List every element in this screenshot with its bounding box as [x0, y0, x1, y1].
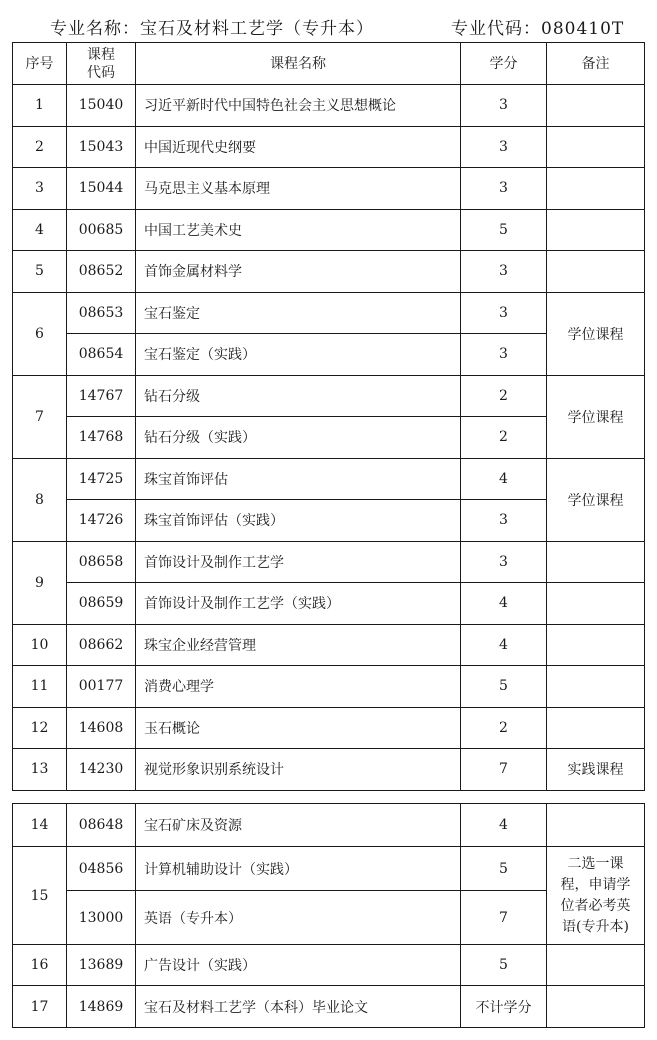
course-name: 中国近现代史纲要 [136, 126, 461, 168]
row-index: 6 [13, 292, 67, 375]
course-credits: 2 [461, 375, 547, 417]
course-credits: 5 [461, 945, 547, 986]
header-code-line2: 代码 [87, 64, 115, 81]
course-credits: 2 [461, 417, 547, 459]
table-row [13, 986, 645, 1028]
course-note [547, 945, 645, 986]
course-code: 14230 [67, 749, 136, 791]
course-name: 习近平新时代中国特色社会主义思想概论 [136, 85, 461, 127]
course-note [547, 986, 645, 1028]
course-credits: 3 [461, 85, 547, 127]
course-note [547, 209, 645, 251]
row-index: 7 [13, 375, 67, 458]
course-code: 08654 [67, 334, 136, 376]
course-credits: 4 [461, 583, 547, 625]
course-credits: 3 [461, 126, 547, 168]
table-header-row [13, 43, 645, 85]
course-name: 首饰设计及制作工艺学（实践） [136, 583, 461, 625]
row-index: 4 [13, 209, 67, 251]
course-code: 15040 [67, 85, 136, 127]
course-code: 08662 [67, 624, 136, 666]
course-name: 消费心理学 [136, 666, 461, 708]
course-code: 13000 [67, 891, 136, 945]
course-name: 首饰设计及制作工艺学 [136, 541, 461, 583]
table-row [13, 624, 645, 666]
header-code [67, 43, 136, 85]
course-table-main [12, 42, 645, 791]
table-row [13, 126, 645, 168]
course-note [547, 804, 645, 847]
course-credits: 3 [461, 541, 547, 583]
course-name: 马克思主义基本原理 [136, 168, 461, 210]
course-note: 学位课程 [547, 458, 645, 541]
row-index: 8 [13, 458, 67, 541]
table-row [13, 666, 645, 708]
course-name: 珠宝企业经营管理 [136, 624, 461, 666]
row-index: 10 [13, 624, 67, 666]
course-credits: 3 [461, 251, 547, 293]
note-line: 语(专升本) [562, 918, 629, 935]
table-row [13, 847, 645, 891]
row-index: 2 [13, 126, 67, 168]
course-code: 14608 [67, 707, 136, 749]
course-credits: 4 [461, 624, 547, 666]
document-title [0, 10, 657, 40]
course-name: 宝石及材料工艺学（本科）毕业论文 [136, 986, 461, 1028]
course-note [547, 85, 645, 127]
course-code: 04856 [67, 847, 136, 891]
course-note [547, 541, 645, 583]
course-name: 英语（专升本） [136, 891, 461, 945]
course-name: 钻石分级 [136, 375, 461, 417]
row-index: 16 [13, 945, 67, 986]
course-name: 计算机辅助设计（实践） [136, 847, 461, 891]
note-line: 位者必考英 [560, 897, 631, 914]
row-index: 9 [13, 541, 67, 624]
course-name: 宝石矿床及资源 [136, 804, 461, 847]
major-name: 专业名称：宝石及材料工艺学（专升本） [50, 19, 374, 39]
note-line: 二选一课 [567, 855, 624, 872]
course-credits: 4 [461, 804, 547, 847]
course-credits: 7 [461, 749, 547, 791]
course-code: 14725 [67, 458, 136, 500]
course-name: 珠宝首饰评估（实践） [136, 500, 461, 542]
course-note [547, 624, 645, 666]
course-note: 学位课程 [547, 375, 645, 458]
course-name: 玉石概论 [136, 707, 461, 749]
course-code: 14726 [67, 500, 136, 542]
course-name: 广告设计（实践） [136, 945, 461, 986]
row-index: 11 [13, 666, 67, 708]
course-name: 珠宝首饰评估 [136, 458, 461, 500]
course-credits: 5 [461, 847, 547, 891]
course-table-continued [12, 803, 645, 1028]
course-code: 00177 [67, 666, 136, 708]
course-name: 首饰金属材料学 [136, 251, 461, 293]
table-row [13, 583, 645, 625]
course-code: 15043 [67, 126, 136, 168]
course-name: 钻石分级（实践） [136, 417, 461, 459]
table-row [13, 458, 645, 500]
course-name: 视觉形象识别系统设计 [136, 749, 461, 791]
course-note-elective [547, 847, 645, 945]
table-row [13, 541, 645, 583]
row-index: 1 [13, 85, 67, 127]
course-code: 00685 [67, 209, 136, 251]
header-index: 序号 [13, 43, 67, 85]
course-credits: 5 [461, 209, 547, 251]
table-row [13, 251, 645, 293]
course-credits: 不计学分 [461, 986, 547, 1028]
row-index: 15 [13, 847, 67, 945]
course-name: 宝石鉴定（实践） [136, 334, 461, 376]
row-index: 3 [13, 168, 67, 210]
row-index: 12 [13, 707, 67, 749]
course-code: 14869 [67, 986, 136, 1028]
course-code: 08648 [67, 804, 136, 847]
table-row [13, 375, 645, 417]
note-line: 程，申请学 [560, 876, 631, 893]
row-index: 17 [13, 986, 67, 1028]
course-note [547, 583, 645, 625]
course-note [547, 251, 645, 293]
course-credits: 2 [461, 707, 547, 749]
course-code: 08658 [67, 541, 136, 583]
header-notes: 备注 [547, 43, 645, 85]
row-index: 13 [13, 749, 67, 791]
table-row [13, 749, 645, 791]
course-code: 13689 [67, 945, 136, 986]
table-row [13, 804, 645, 847]
course-code: 14767 [67, 375, 136, 417]
course-note: 实践课程 [547, 749, 645, 791]
course-credits: 3 [461, 292, 547, 334]
table-row [13, 292, 645, 334]
table-row [13, 168, 645, 210]
course-credits: 7 [461, 891, 547, 945]
row-index: 5 [13, 251, 67, 293]
course-code: 14768 [67, 417, 136, 459]
header-code-line1: 课程 [87, 46, 115, 63]
course-note [547, 168, 645, 210]
course-code: 08659 [67, 583, 136, 625]
course-name: 宝石鉴定 [136, 292, 461, 334]
course-code: 08653 [67, 292, 136, 334]
header-name: 课程名称 [136, 43, 461, 85]
table-row [13, 85, 645, 127]
course-credits: 3 [461, 334, 547, 376]
major-code: 专业代码：080410T [451, 19, 625, 39]
header-credits: 学分 [461, 43, 547, 85]
course-credits: 4 [461, 458, 547, 500]
table-row [13, 945, 645, 986]
course-credits: 3 [461, 500, 547, 542]
table-row [13, 209, 645, 251]
course-credits: 5 [461, 666, 547, 708]
course-name: 中国工艺美术史 [136, 209, 461, 251]
course-note [547, 666, 645, 708]
table-row [13, 707, 645, 749]
course-code: 15044 [67, 168, 136, 210]
course-note: 学位课程 [547, 292, 645, 375]
course-note [547, 126, 645, 168]
course-code: 08652 [67, 251, 136, 293]
course-note [547, 707, 645, 749]
course-credits: 3 [461, 168, 547, 210]
row-index: 14 [13, 804, 67, 847]
